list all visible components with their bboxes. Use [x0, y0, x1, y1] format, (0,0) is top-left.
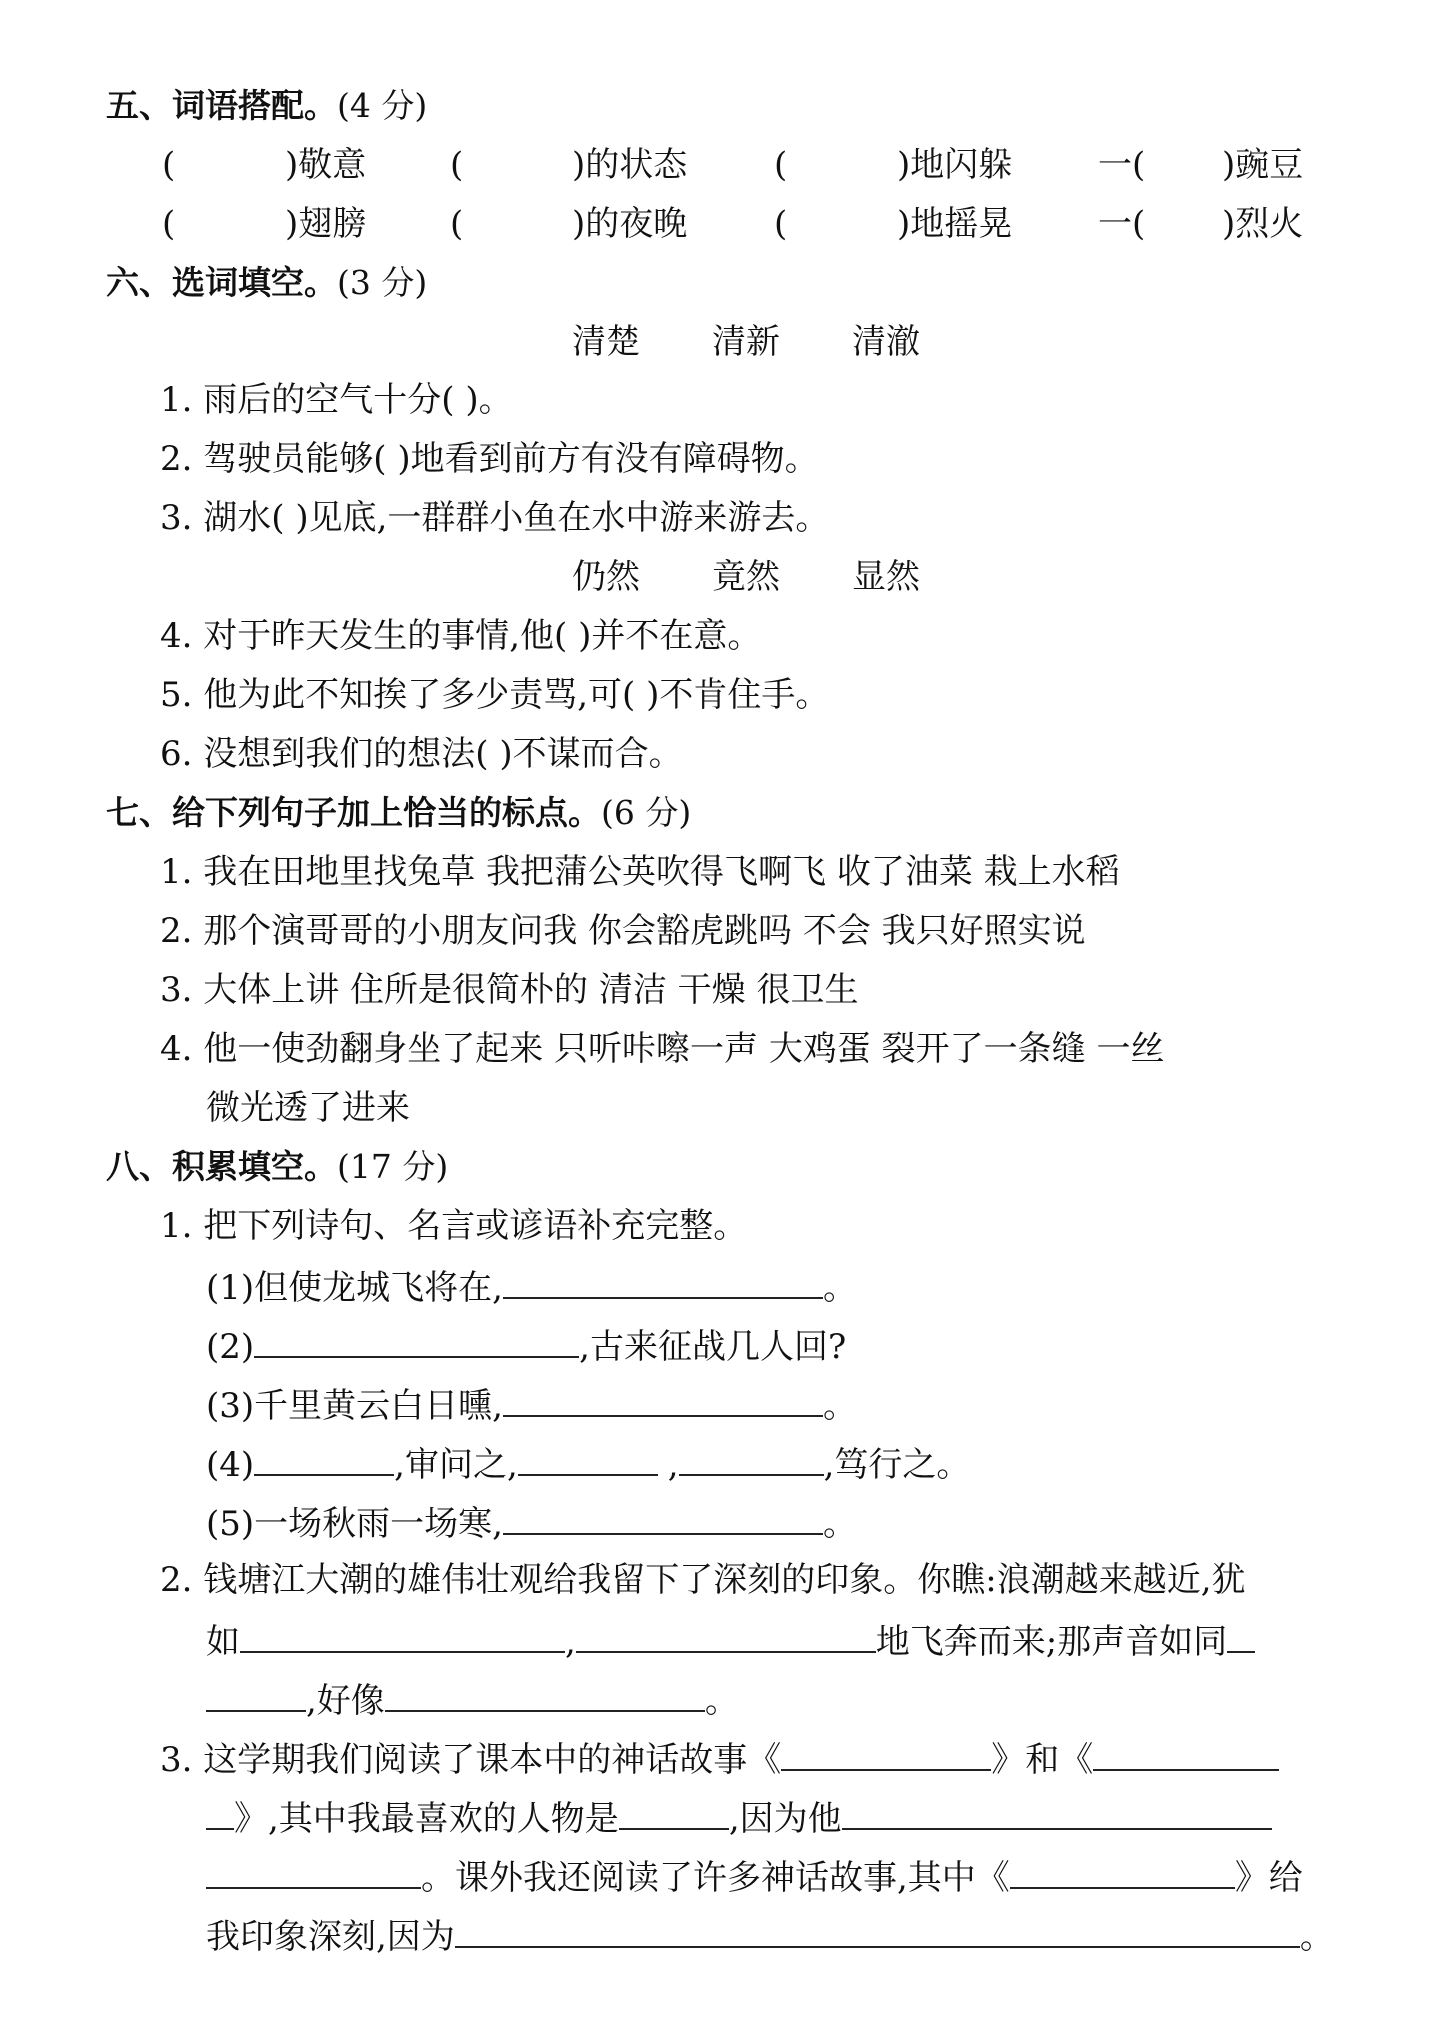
question-text: 。 — [704, 1681, 739, 1721]
section-5-heading — [106, 84, 427, 128]
poem-line-4 — [206, 1440, 970, 1487]
question-text: 我印象深刻,因为 — [206, 1917, 455, 1957]
phrase: )的状态 — [572, 145, 688, 185]
paren-open: ( — [162, 204, 176, 244]
poem-line-3 — [206, 1381, 857, 1428]
word-option: 清澈 — [852, 322, 920, 362]
phrase: )翅膀 — [285, 204, 367, 244]
question-text: 》和《 — [991, 1740, 1094, 1780]
measure-word: 一( — [1098, 204, 1146, 244]
answer-blank[interactable] — [206, 1853, 421, 1889]
section-7-title: 七、给下列句子加上恰当的标点。 — [106, 793, 601, 832]
question-7-4: 4. 他一使劲翻身坐了起来 只听咔嚓一声 大鸡蛋 裂开了一条缝 一丝 — [160, 1029, 1165, 1069]
question-6-1: 1. 雨后的空气十分( )。 — [160, 380, 513, 420]
poem-text: 。 — [822, 1504, 857, 1544]
poem-text: (5)一场秋雨一场寒, — [206, 1504, 503, 1544]
answer-blank[interactable] — [206, 1676, 306, 1712]
poem-line-1 — [206, 1263, 857, 1310]
paren-open: ( — [774, 145, 788, 185]
question-text: ,好像 — [306, 1681, 385, 1721]
question-text: 。 — [1299, 1917, 1334, 1957]
poem-text: ,古来征战几人回? — [579, 1327, 847, 1367]
paren-open: ( — [162, 145, 176, 185]
answer-blank[interactable] — [1093, 1735, 1279, 1771]
poem-text: (1)但使龙城飞将在, — [206, 1268, 503, 1308]
question-6-3: 3. 湖水( )见底,一群群小鱼在水中游来游去。 — [160, 498, 830, 538]
question-8-2: 2. 钱塘江大潮的雄伟壮观给我留下了深刻的印象。你瞧:浪潮越来越近,犹 — [160, 1560, 1246, 1600]
answer-blank[interactable] — [619, 1794, 729, 1830]
question-8-1: 1. 把下列诗句、名言或谚语补充完整。 — [160, 1206, 748, 1246]
phrase: )豌豆 — [1222, 145, 1304, 185]
poem-text: ,笃行之。 — [823, 1445, 971, 1485]
question-text: 3. 这学期我们阅读了课本中的神话故事《 — [160, 1740, 782, 1780]
answer-blank[interactable] — [518, 1440, 658, 1476]
phrase: )敬意 — [285, 145, 367, 185]
section-6-points: (3 分) — [337, 263, 428, 302]
question-6-4: 4. 对于昨天发生的事情,他( )并不在意。 — [160, 616, 762, 656]
poem-text: (3)千里黄云白日曛, — [206, 1386, 503, 1426]
question-text: 》给 — [1234, 1858, 1303, 1898]
answer-blank[interactable] — [206, 1794, 234, 1830]
answer-blank[interactable] — [455, 1912, 1300, 1948]
question-7-3: 3. 大体上讲 住所是很简朴的 清洁 干燥 很卫生 — [160, 970, 859, 1010]
phrase: )烈火 — [1222, 204, 1304, 244]
phrase: )的夜晚 — [572, 204, 688, 244]
section-8-heading — [106, 1145, 448, 1189]
poem-line-2 — [206, 1322, 846, 1369]
answer-blank[interactable] — [254, 1322, 579, 1358]
answer-blank[interactable] — [781, 1735, 991, 1771]
poem-text: , — [667, 1445, 679, 1485]
poem-text: 。 — [822, 1386, 857, 1426]
question-6-5: 5. 他为此不知挨了多少责骂,可( )不肯住手。 — [160, 675, 830, 715]
paren-open: ( — [774, 204, 788, 244]
phrase: )地摇晃 — [897, 204, 1013, 244]
poem-text: ,审问之, — [394, 1445, 518, 1485]
question-text: ,因为他 — [728, 1799, 842, 1839]
question-6-2: 2. 驾驶员能够( )地看到前方有没有障碍物。 — [160, 439, 819, 479]
word-bank-2 — [572, 555, 920, 599]
paren-open: ( — [450, 204, 464, 244]
section-8-title: 八、积累填空。 — [106, 1147, 337, 1186]
answer-blank[interactable] — [679, 1440, 824, 1476]
section-7-points: (6 分) — [601, 793, 692, 832]
section-5-points: (4 分) — [337, 86, 428, 125]
word-option: 清楚 — [572, 322, 640, 362]
answer-blank[interactable] — [1227, 1617, 1255, 1653]
section-5-title: 五、词语搭配。 — [106, 86, 337, 125]
poem-text: 。 — [822, 1268, 857, 1308]
word-option: 竟然 — [712, 557, 780, 597]
section-6-title: 六、选词填空。 — [106, 263, 337, 302]
answer-blank[interactable] — [240, 1617, 565, 1653]
answer-blank[interactable] — [503, 1263, 823, 1299]
section-6-heading — [106, 261, 427, 305]
measure-word: 一( — [1098, 145, 1146, 185]
question-text: 地飞奔而来;那声音如同 — [875, 1622, 1228, 1662]
phrase: )地闪躲 — [897, 145, 1013, 185]
question-7-2: 2. 那个演哥哥的小朋友问我 你会豁虎跳吗 不会 我只好照实说 — [160, 911, 1086, 951]
poem-text: (4) — [206, 1445, 255, 1485]
question-8-3-line-3 — [206, 1853, 1303, 1900]
question-8-2-line-3 — [206, 1676, 739, 1723]
answer-blank[interactable] — [842, 1794, 1272, 1830]
section-8-points: (17 分) — [337, 1147, 449, 1186]
answer-blank[interactable] — [503, 1499, 823, 1535]
word-option: 显然 — [852, 557, 920, 597]
answer-blank[interactable] — [385, 1676, 705, 1712]
question-text: , — [565, 1622, 576, 1662]
question-8-2-line-2 — [206, 1617, 1255, 1664]
poem-text: (2) — [206, 1327, 255, 1367]
question-8-3-line-4 — [206, 1912, 1334, 1959]
answer-blank[interactable] — [254, 1440, 394, 1476]
word-option: 清新 — [712, 322, 780, 362]
paren-open: ( — [450, 145, 464, 185]
poem-line-5 — [206, 1499, 857, 1546]
question-8-3-line-2 — [206, 1794, 1272, 1841]
question-6-6: 6. 没想到我们的想法( )不谋而合。 — [160, 734, 683, 774]
question-text: 。课外我还阅读了许多神话故事,其中《 — [421, 1858, 1010, 1898]
answer-blank[interactable] — [1010, 1853, 1235, 1889]
question-7-1: 1. 我在田地里找兔草 我把蒲公英吹得飞啊飞 收了油菜 栽上水稻 — [160, 852, 1120, 892]
section-7-heading — [106, 791, 691, 835]
matching-row-1 — [0, 143, 1438, 187]
matching-row-2 — [0, 202, 1438, 246]
answer-blank[interactable] — [503, 1381, 823, 1417]
question-text: 如 — [206, 1622, 240, 1662]
question-8-3 — [160, 1735, 1279, 1782]
word-option: 仍然 — [572, 557, 640, 597]
answer-blank[interactable] — [576, 1617, 876, 1653]
word-bank-1 — [572, 320, 920, 364]
question-7-4-cont: 微光透了进来 — [206, 1088, 410, 1128]
question-text: 》,其中我最喜欢的人物是 — [234, 1799, 619, 1839]
